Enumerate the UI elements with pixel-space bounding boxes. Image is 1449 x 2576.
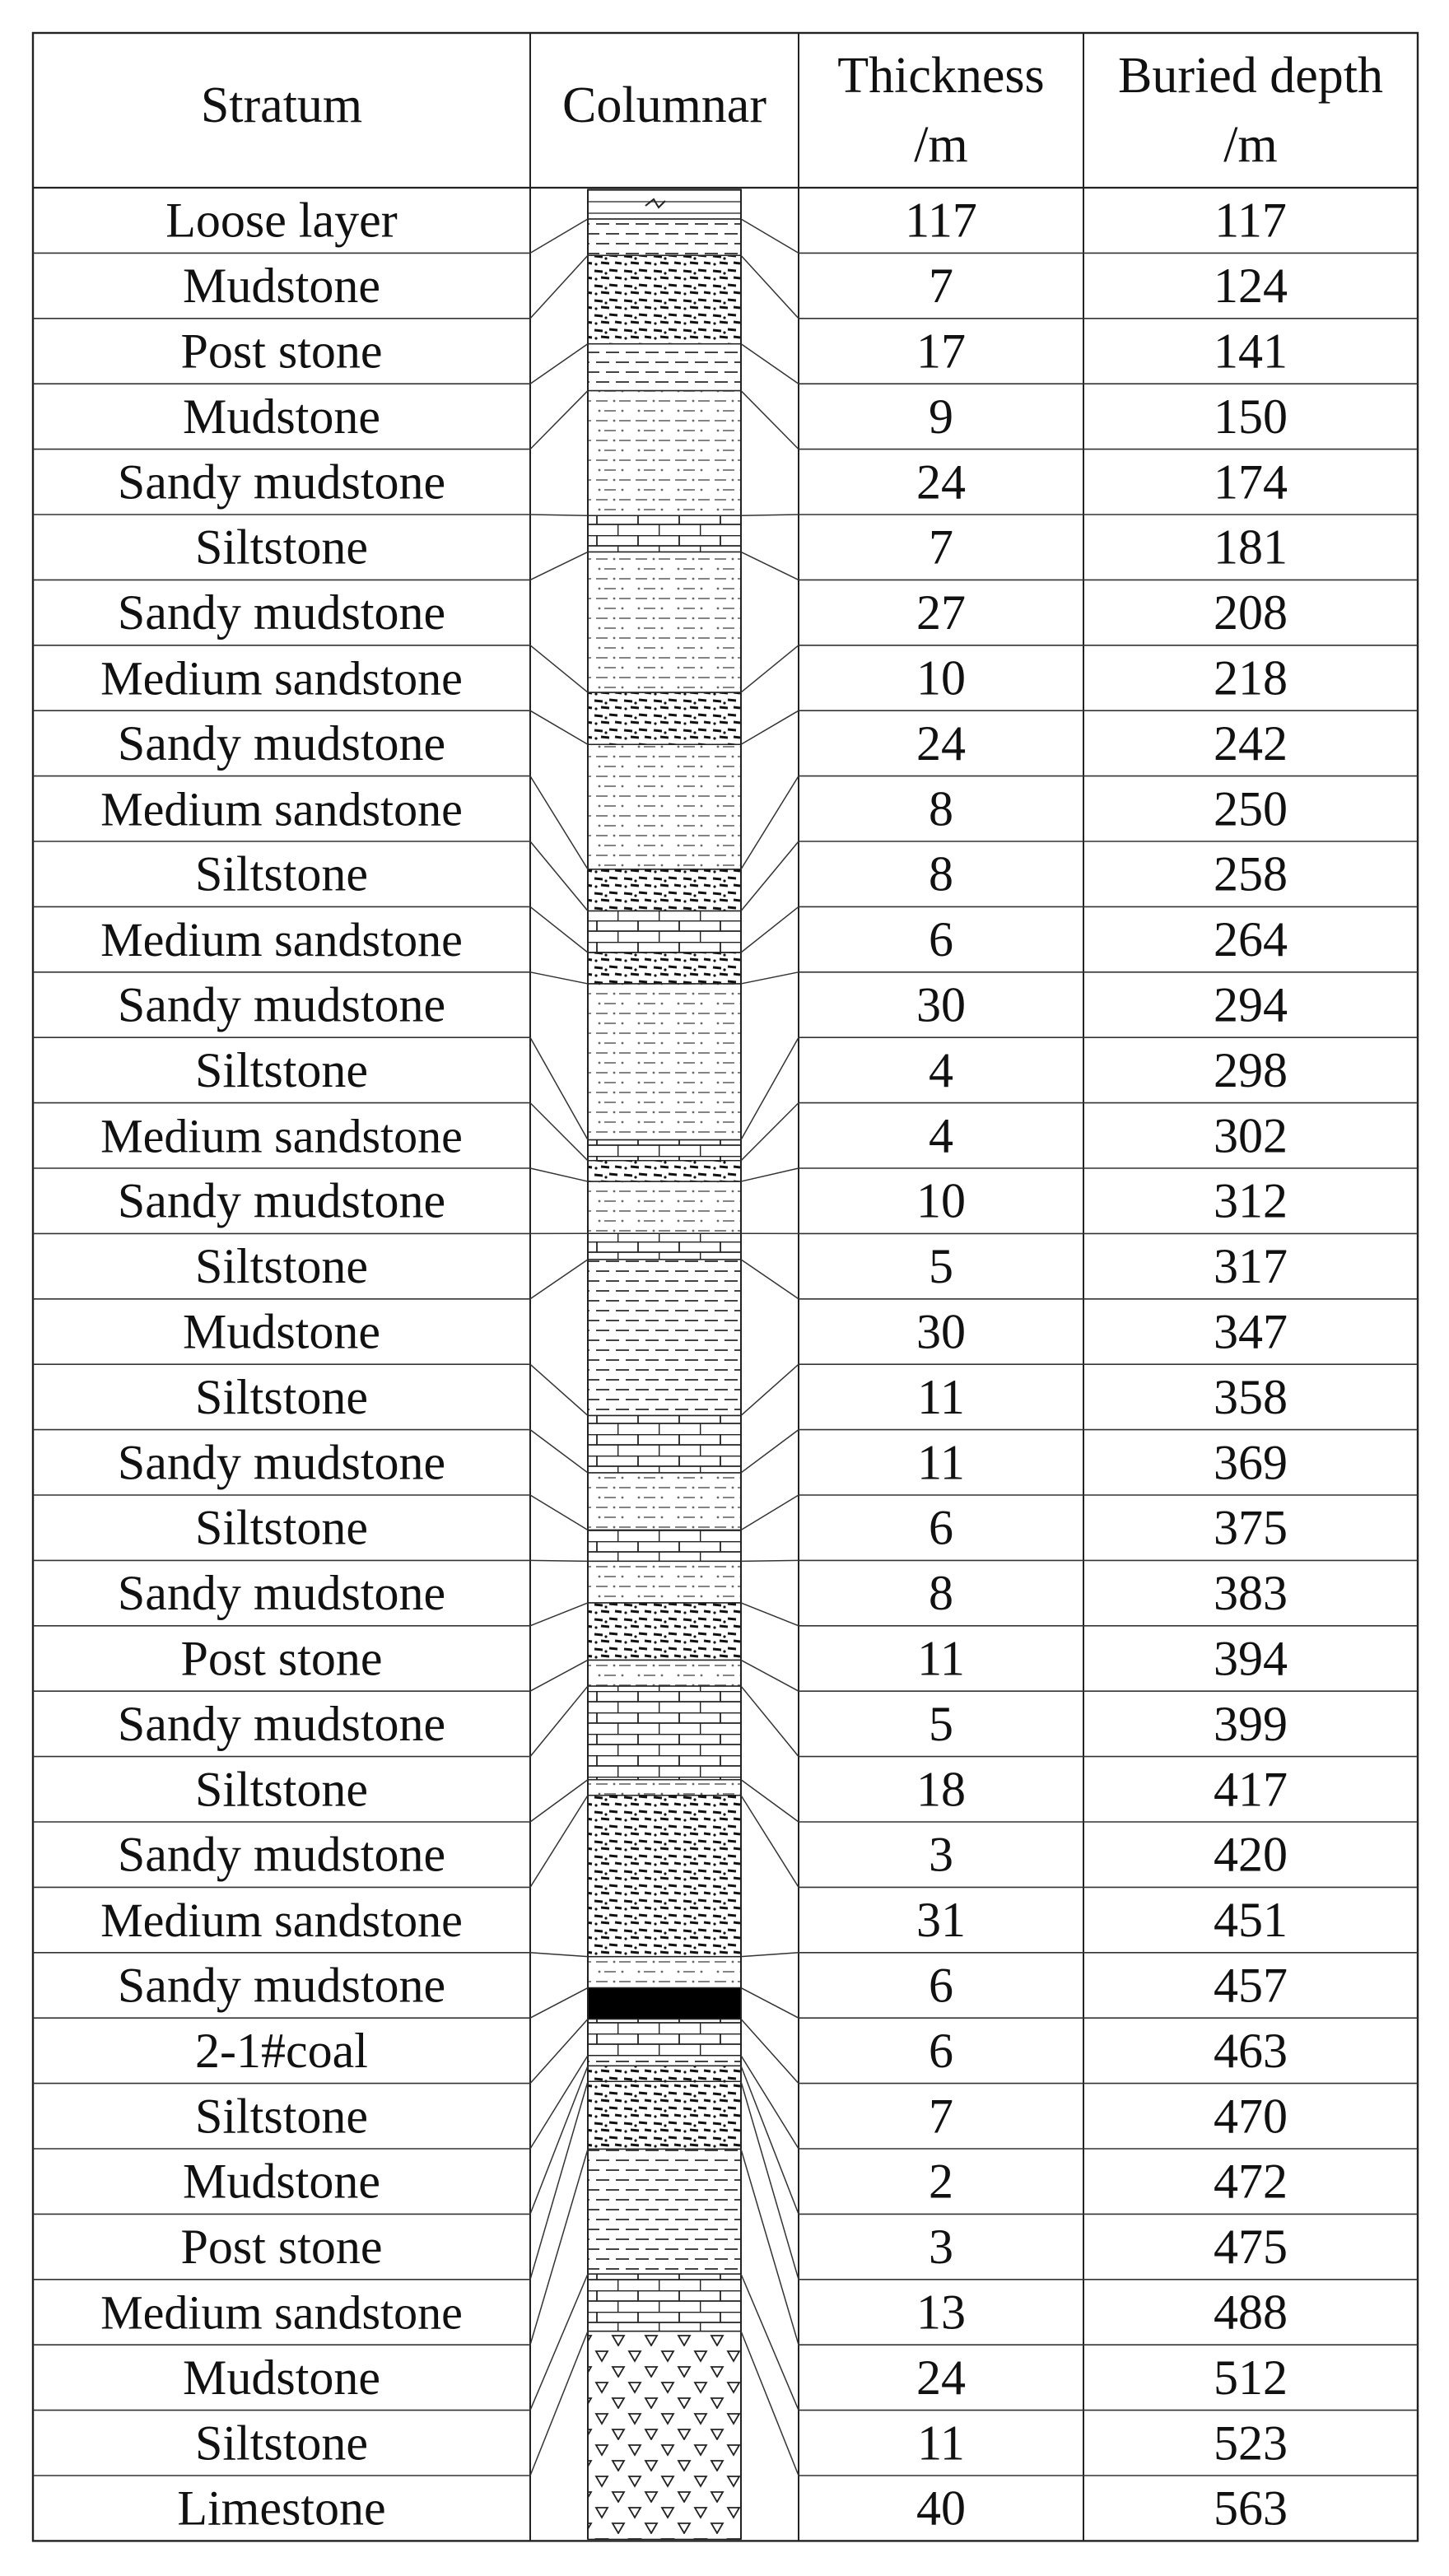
depth-value: 399 [1214,1697,1288,1751]
thickness-value: 17 [916,324,966,379]
connector-left [530,2274,588,2410]
connector-left [530,255,588,319]
depth-value: 298 [1214,1043,1288,1097]
stratum-name: Sandy mudstone [118,978,445,1032]
column-layer-brick [588,2274,741,2331]
connector-left [530,2019,588,2083]
stratum-name: Sandy mudstone [118,716,445,771]
stratum-name: Medium sandstone [100,913,463,967]
depth-value: 124 [1214,259,1288,313]
thickness-value: 24 [916,454,966,509]
depth-value: 302 [1214,1108,1288,1162]
connector-left [530,710,588,744]
depth-value: 383 [1214,1566,1288,1620]
connector-left [530,1037,588,1139]
column-layer-coarse [588,1161,741,1181]
thickness-value: 4 [929,1043,953,1097]
depth-value: 117 [1214,193,1287,248]
connector-left [530,1495,588,1530]
depth-value: 523 [1214,2415,1288,2470]
depth-value: 470 [1214,2089,1288,2143]
header-thickness: Thickness [837,48,1044,104]
thickness-value: 11 [917,1632,965,1686]
stratum-name: Sandy mudstone [118,1828,445,1882]
thickness-value: 6 [929,2024,953,2078]
depth-value: 563 [1214,2481,1288,2536]
column-layer-dash [588,2056,741,2066]
stratum-name: Siltstone [195,520,368,575]
column-layer-coarse [588,2081,741,2149]
connector-right [741,1430,799,1473]
thickness-value: 117 [905,193,977,248]
depth-value: 250 [1214,781,1288,836]
thickness-value: 27 [916,585,966,640]
depth-value: 394 [1214,1632,1288,1686]
depth-value: 312 [1214,1174,1288,1228]
stratum-name: Loose layer [165,193,398,248]
stratum-name: Post stone [180,1632,382,1686]
thickness-value: 3 [929,1828,953,1882]
depth-value: 258 [1214,847,1288,901]
stratum-name: Siltstone [195,2089,368,2143]
column-layer-dash [588,1260,741,1416]
thickness-value: 13 [916,2285,966,2340]
connector-right [741,2066,799,2214]
column-layer-coarse [588,1796,741,1957]
connector-left [530,1560,588,1561]
connector-right [741,1560,799,1561]
depth-value: 208 [1214,585,1288,640]
thickness-value: 24 [916,2350,966,2405]
connector-left [530,1796,588,1888]
header-columnar: Columnar [562,77,766,133]
depth-value: 369 [1214,1435,1288,1489]
thickness-value: 9 [929,389,953,444]
thickness-value: 8 [929,1566,953,1620]
thickness-value: 40 [916,2481,966,2536]
connector-left [530,1780,588,1822]
depth-value: 512 [1214,2350,1288,2405]
column-layer-brick [588,1140,741,1161]
depth-value: 417 [1214,1762,1288,1816]
depth-value: 174 [1214,454,1288,509]
connector-right [741,1686,799,1757]
connector-left [530,552,588,580]
column-layer-dashdot [588,984,741,1140]
connector-right [741,1953,799,1957]
connector-right [741,841,799,911]
stratum-name: Sandy mudstone [118,1566,445,1620]
thickness-value: 11 [917,1435,965,1489]
connector-right [741,645,799,692]
thickness-value: 30 [916,1305,966,1359]
stratum-name: Post stone [180,2220,382,2274]
thickness-value: 31 [916,1893,966,1947]
thickness-value: 5 [929,1697,953,1751]
header-stratum: Stratum [201,77,362,133]
thickness-value: 7 [929,520,953,575]
stratum-name: Sandy mudstone [118,1174,445,1228]
connector-left [530,645,588,692]
stratum-name: Mudstone [183,2350,380,2405]
column-layer-dash [588,219,741,255]
connector-left [530,219,588,253]
connector-left [530,1430,588,1473]
connector-left [530,2331,588,2476]
column-layer-brick [588,1233,741,1260]
column-layer-coal [588,1988,741,2019]
connector-left [530,972,588,984]
column-layer-dashdot [588,1561,741,1603]
thickness-value: 18 [916,1762,966,1816]
depth-value: 358 [1214,1370,1288,1424]
connector-right [741,2056,799,2149]
stratum-name: Siltstone [195,1762,368,1816]
stratum-name: Sandy mudstone [118,1697,445,1751]
connector-right [741,1168,799,1181]
column-layer-brick [588,1686,741,1780]
connector-left [530,391,588,450]
column-layer-dashdot [588,1780,741,1796]
column-layer-dashdot [588,1181,741,1233]
thickness-value: 3 [929,2220,953,2274]
depth-value: 488 [1214,2285,1288,2340]
connector-right [741,2019,799,2083]
connector-left [530,776,588,869]
stratum-name: Medium sandstone [100,652,463,706]
stratum-name: Sandy mudstone [118,1959,445,2013]
thickness-value: 7 [929,259,953,313]
depth-value: 141 [1214,324,1288,379]
depth-value: 218 [1214,651,1288,706]
connector-left [530,344,588,384]
connector-right [741,776,799,869]
column-layer-coarse [588,2066,741,2081]
connector-right [741,552,799,580]
depth-value: 317 [1214,1239,1288,1293]
depth-value: 463 [1214,2024,1288,2078]
thickness-value: 6 [929,1959,953,2013]
stratum-name: Siltstone [195,847,368,901]
thickness-value: 10 [916,651,966,706]
connector-right [741,344,799,384]
depth-value: 475 [1214,2220,1288,2274]
stratum-name: Limestone [177,2481,385,2536]
connector-left [530,1103,588,1161]
connector-right [741,391,799,450]
header-buried-depth: Buried depth [1118,48,1383,104]
connector-left [530,2066,588,2214]
column-layer-coarse [588,953,741,984]
stratum-name: Mudstone [183,1305,380,1359]
thickness-value: 4 [929,1108,953,1162]
stratum-name: Sandy mudstone [118,454,445,509]
depth-value: 347 [1214,1305,1288,1359]
stratum-name: Mudstone [183,389,380,444]
stratum-name: Siltstone [195,2415,368,2470]
column-layer-coarse [588,692,741,744]
stratum-name: Post stone [180,324,382,379]
depth-value: 181 [1214,520,1288,575]
stratum-name: Siltstone [195,1239,368,1293]
thickness-value: 10 [916,1174,966,1228]
connector-right [741,255,799,319]
header-buried-depth-unit: /m [1223,117,1277,173]
thickness-value: 11 [917,1370,965,1424]
thickness-value: 6 [929,912,953,967]
connector-right [741,972,799,984]
connector-left [530,1260,588,1299]
connector-left [530,1603,588,1626]
column-layer-coarse [588,1603,741,1661]
connector-left [530,2056,588,2149]
connector-left [530,1988,588,2019]
thickness-value: 7 [929,2089,953,2143]
column-layer-dashdot [588,1660,741,1686]
stratum-name: Siltstone [195,1501,368,1555]
stratum-name: Medium sandstone [100,1894,463,1947]
connector-right [741,1495,799,1530]
column-layer-brick [588,911,741,953]
depth-value: 472 [1214,2154,1288,2209]
connector-left [530,906,588,953]
connector-right [741,1037,799,1139]
depth-value: 451 [1214,1893,1288,1947]
thickness-value: 24 [916,716,966,771]
column-layer-loose [588,189,741,219]
connector-right [741,1780,799,1822]
connector-right [741,2331,799,2476]
stratum-name: Medium sandstone [100,2286,463,2340]
depth-value: 420 [1214,1828,1288,1882]
stratum-name: 2-1#coal [195,2024,368,2078]
stratum-name: Medium sandstone [100,782,463,836]
depth-value: 150 [1214,389,1288,444]
connector-right [741,1364,799,1415]
stratum-name: Mudstone [183,259,380,313]
connector-right [741,219,799,253]
thickness-value: 6 [929,1501,953,1555]
stratum-name: Siltstone [195,1370,368,1424]
column-layer-triangle [588,2331,741,2540]
connector-right [741,1660,799,1691]
thickness-value: 8 [929,781,953,836]
stratum-name: Sandy mudstone [118,585,445,640]
depth-value: 457 [1214,1959,1288,2013]
column-layer-dash [588,344,741,391]
connector-right [741,906,799,953]
header-thickness-unit: /m [914,117,967,173]
stratum-name: Mudstone [183,2154,380,2209]
connector-left [530,1686,588,1757]
connector-right [741,710,799,744]
column-layer-brick [588,1530,741,1561]
depth-value: 264 [1214,912,1288,967]
connector-left [530,841,588,911]
column-layer-dashdot [588,744,741,869]
column-layer-dash [588,2149,741,2274]
column-layer-brick [588,515,741,552]
connector-right [741,1603,799,1626]
column-layer-dashdot [588,552,741,692]
connector-right [741,2274,799,2410]
column-layer-brick [588,2019,741,2055]
thickness-value: 5 [929,1239,953,1293]
stratum-name: Siltstone [195,1043,368,1097]
depth-value: 242 [1214,716,1288,771]
connector-right [741,1988,799,2019]
connector-left [530,1660,588,1691]
depth-value: 375 [1214,1501,1288,1555]
connector-left [530,1364,588,1415]
depth-value: 294 [1214,978,1288,1032]
column-layer-coarse [588,255,741,343]
connector-right [741,1260,799,1299]
column-layer-brick [588,1415,741,1473]
column-layer-dashdot [588,1957,741,1988]
thickness-value: 11 [917,2415,965,2470]
thickness-value: 2 [929,2154,953,2209]
column-layer-dashdot [588,391,741,516]
thickness-value: 8 [929,847,953,901]
stratum-name: Sandy mudstone [118,1435,445,1489]
column-layer-dashdot [588,1473,741,1530]
connector-right [741,1796,799,1888]
column-layer-coarse [588,869,741,911]
connector-right [741,1103,799,1161]
thickness-value: 30 [916,978,966,1032]
stratum-name: Medium sandstone [100,1109,463,1162]
connector-left [530,1953,588,1957]
connector-left [530,1168,588,1181]
